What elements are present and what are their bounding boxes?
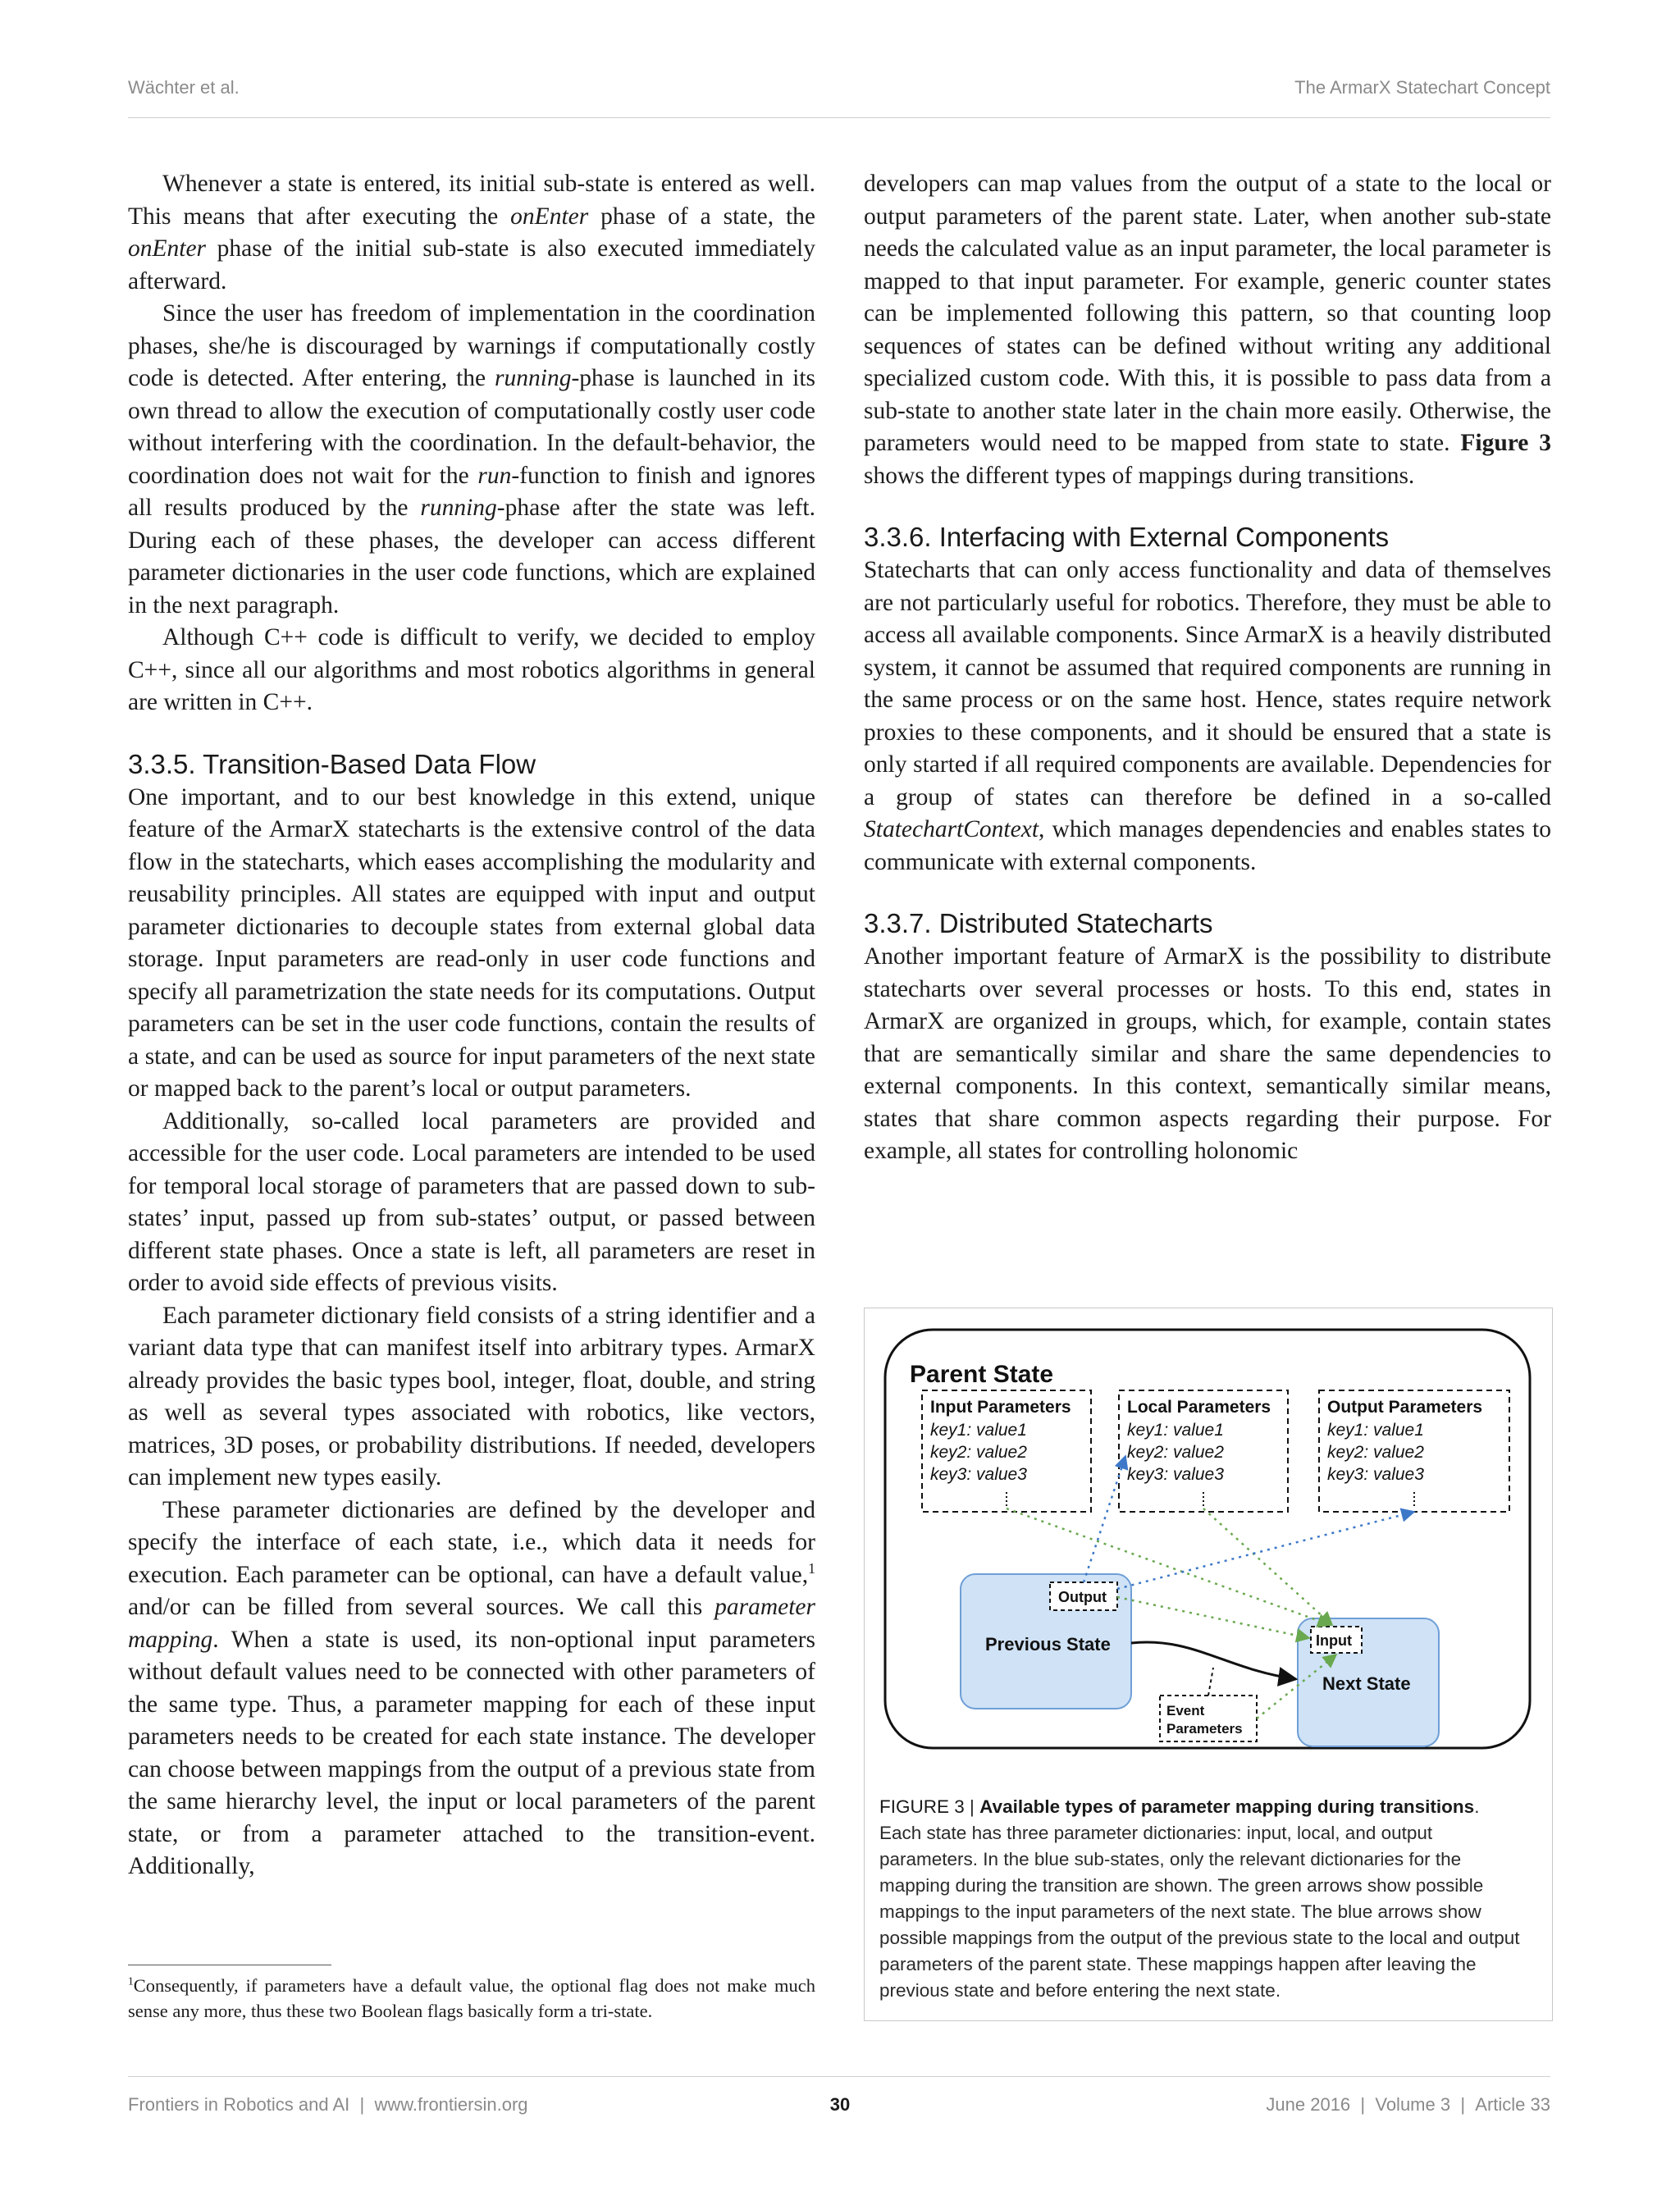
output-entry: key2: value2 [1327,1443,1424,1462]
footer-journal: Frontiers in Robotics and AI | www.frontiersin.org [128,2094,528,2115]
left-column [128,168,815,1883]
paragraph: Whenever a state is entered, its initial sub-state is entered as well. This means that after executing the onEnter phase of a state, the onEnter phase of the initial sub-state is also executed immediately afterward. [128,171,816,294]
parameter-mapping-diagram [865,1308,1552,1784]
local-entry: key2: value2 [1127,1443,1224,1462]
figure-reference-link[interactable]: Figure 3 [1460,430,1551,456]
footer-rule [128,2076,1550,2077]
caption-text: Each state has three parameter dictionaries: input, local, and output parameters. In the blue sub-states, only the relevant dictionaries for the mapping during the transition are shown. The green arrows show possible mappings to the input parameters of the next state. The blue arrows show possible mappings from the output of the previous state to the local and output parameters of the parent state. These mappings happen after leaving the previous state and before entering the next state. [879,1823,1520,2001]
section-heading-3-3-5: 3.3.5. Transition-Based Data Flow [128,748,536,779]
footnote-marker[interactable]: 1 [808,1559,815,1577]
paragraph: Additionally, so-called local parameters are provided and accessible for the user code. Local parameters are intended to be used for temporal local storage of parameters that are passed down to sub-states’ input, passed up from sub-states’ output, or passed between different state phases. Once a state is left, all parameters are reset in order to avoid side effects of previous visits. [128,1107,815,1296]
right-column [864,168,1551,1168]
previous-state-label: Previous State [985,1634,1111,1655]
input-parameters-title: Input Parameters [930,1398,1071,1417]
input-entry: key2: value2 [930,1443,1027,1462]
output-tag: Output [1058,1589,1107,1605]
input-entry: key3: value3 [930,1465,1027,1484]
output-parameters-title: Output Parameters [1327,1398,1483,1417]
section-heading-3-3-6: 3.3.6. Interfacing with External Components [864,522,1390,552]
paragraph: One important, and to our best knowledge in this extend, unique feature of the ArmarX statecharts is the extensive control of the data flow in the statecharts, which eases accomplishing the modularity and reusability principles. All states are equipped with input and output parameter dictionaries to decouple states from external global data storage. Input parameters are read-only in user code functions and specify all parametrization the state needs for its computations. Output parameters can be set in the user code functions, contain the results of a state, and can be used as source for input parameters of the next state or mapped back to the parent’s local or output parameters. [128,783,815,1102]
figure-3 [864,1308,1553,2021]
footer-issue: June 2016 | Volume 3 | Article 33 [1266,2094,1550,2115]
next-state-label: Next State [1322,1673,1411,1694]
input-tag: Input [1316,1632,1352,1649]
paragraph: developers can map values from the output of a state to the local or output parameters of the parent state. Later, when another sub-state needs the calculated value as an input parameter, the local parameter is mapped to that input parameter. For example, generic counter states can be implemented following this pattern, so that counting loop sequences of states can be defined without writing any additional specialized custom code. With this, it is possible to pass data from a sub-state to another state later in the chain more easily. Otherwise, the parameters would need to be mapped from state to state. Figure 3 shows the different types of mappings during transitions. [864,171,1551,489]
running-header-title: The ArmarX Statechart Concept [1294,77,1550,98]
header-rule [128,117,1550,118]
paragraph: Another important feature of ArmarX is the possibility to distribute statecharts over several processes or hosts. To this end, states in ArmarX are organized in groups, which, for example, contain states that are semantically similar and share the same dependencies to external components. In this context, semantically similar means, states that share common aspects regarding their purpose. For example, all states for controlling holonomic [864,943,1551,1164]
paragraph: These parameter dictionaries are defined by the developer and specify the interface of each state, i.e., which data it needs for execution. Each parameter can be optional, can have a default value,$^1$ and/or can be filled from several sources. We call this parameter mapping. When a state is used, its non-optional input parameters without default values need to be connected with other parameters of the same type. Thus, a parameter mapping for each of these input parameters needs to be created for each state instance. The developer can choose between mappings from the output of a previous state from the same hierarchy level, the input or local parameters of the parent state, or from a parameter attached to the transition-event. Additionally, [128,1496,815,1879]
footer-url-link[interactable]: www.frontiersin.org [374,2094,528,2115]
parent-state-label: Parent State [910,1361,1054,1388]
section-heading-3-3-7: 3.3.7. Distributed Statecharts [864,908,1213,938]
caption-title: Available types of parameter mapping during transitions [979,1796,1475,1817]
figure-caption: FIGURE 3 | Available types of parameter mapping during transitions. Each state has three parameter dictionaries: input, local, and output parameters. In the blue sub-states, only the relevant dictionaries for the mapping during the transition are shown. The green arrows show possible mappings to the input parameters of the next state. The blue arrows show possible mappings from the output of the previous state to the local and output parameters of the parent state. These mappings happen after leaving the previous state and before entering the next state. [879,1796,1520,2001]
paragraph: Since the user has freedom of implementation in the coordination phases, she/he is discouraged by warnings if computationally costly code is detected. After entering, the running-phase is launched in its own thread to allow the execution of computationally costly user code without interfering with the coordination. In the default-behavior, the coordination does not wait for the run-function to finish and ignores all results produced by the running-phase after the state was left. During each of these phases, the developer can access different parameter dictionaries in the user code functions, which are explained in the next paragraph. [128,300,815,618]
footnote: $^1$Consequently, if parameters have a default value, the optional flag does not make much sense any more, thus these two Boolean flags basically form a tri-state. [128,1974,815,2021]
local-parameters-title: Local Parameters [1127,1398,1271,1417]
local-entry: key3: value3 [1127,1465,1224,1484]
output-entry: key3: value3 [1327,1465,1424,1484]
paragraph: Each parameter dictionary field consists of a string identifier and a variant data type that can manifest itself into arbitrary types. ArmarX already provides the basic types bool, integer, float, double, and string as well as several types associated with robotics, like vectors, matrices, 3D poses, or probability distributions. If needed, developers can implement new types easily. [128,1302,815,1490]
input-entry: key1: value1 [930,1421,1027,1440]
paragraph: Statecharts that can only access functionality and data of themselves are not particularly useful for robotics. Therefore, they must be able to access all available components. Since ArmarX is a heavily distributed system, it cannot be assumed that required components are running in the same process or on the same host. Hence, states require network proxies to these components, and it should be ensured that a state is only started if all required components are available. Dependencies for a group of states can therefore be defined in a so-called StatechartContext, which manages dependencies and enables states to communicate with external components. [864,557,1551,875]
running-header-authors: Wächter et al. [128,77,240,98]
event-parameters-line2: Parameters [1166,1721,1243,1737]
page-number: 30 [829,2094,851,2115]
caption-label: FIGURE 3 [879,1796,965,1817]
output-entry: key1: value1 [1327,1421,1424,1440]
local-entry: key1: value1 [1127,1421,1224,1440]
paragraph: Although C++ code is difficult to verify, we decided to employ C++, since all our algorithms and most robotics algorithms in general are written in C++. [128,624,815,715]
event-parameters-line1: Event [1166,1703,1205,1718]
